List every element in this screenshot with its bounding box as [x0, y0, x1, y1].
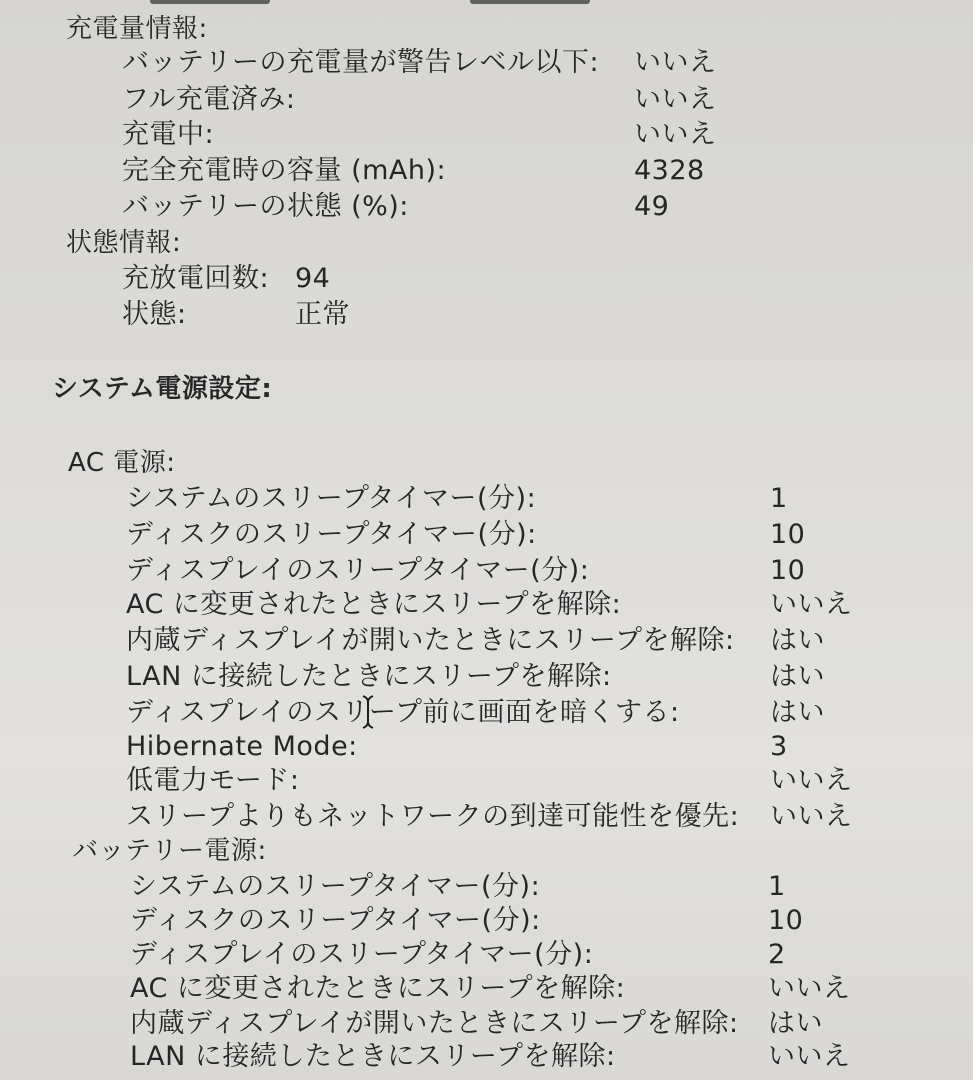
ac-label-dim-display: ディスプレイのスリープ前に画面を暗くする: — [126, 697, 680, 728]
ac-value-wake-on-lan: はい — [770, 661, 825, 692]
ac-label-system-sleep: システムのスリープタイマー(分): — [126, 483, 537, 514]
battery-label-display-sleep: ディスプレイのスリープタイマー(分): — [130, 939, 594, 970]
ac-value-disk-sleep: 10 — [770, 519, 806, 550]
battery-value-wake-on-lan: いいえ — [768, 1041, 851, 1072]
ac-label-wake-on-ac: AC に変更されたときにスリープを解除: — [126, 589, 622, 620]
health-info-value-cycles: 94 — [295, 263, 331, 294]
charge-info-value-charging: いいえ — [634, 119, 717, 150]
text-cursor-icon — [361, 694, 375, 730]
charge-info-value-full: いいえ — [634, 84, 717, 115]
ac-value-wake-on-ac: いいえ — [770, 589, 853, 620]
ac-value-hibernate-mode: 3 — [770, 731, 788, 762]
ac-label-low-power-mode: 低電力モード: — [126, 765, 300, 796]
ac-label-display-sleep: ディスプレイのスリープタイマー(分): — [126, 555, 590, 586]
battery-value-disk-sleep: 10 — [768, 905, 804, 936]
ac-value-wake-on-lid: はい — [770, 625, 825, 656]
charge-info-label-health: バッテリーの状態 (%): — [122, 191, 409, 222]
battery-label-wake-on-lan: LAN に接続したときにスリープを解除: — [130, 1041, 616, 1072]
ac-label-wake-on-lan: LAN に接続したときにスリープを解除: — [126, 661, 612, 692]
battery-value-wake-on-ac: いいえ — [768, 973, 851, 1004]
health-info-label-cycles: 充放電回数: — [122, 263, 270, 294]
charge-info-label-full: フル充電済み: — [122, 84, 296, 115]
battery-label-system-sleep: システムのスリープタイマー(分): — [130, 871, 541, 902]
battery-value-wake-on-lid: はい — [768, 1008, 823, 1039]
ac-label-disk-sleep: ディスクのスリープタイマー(分): — [126, 519, 537, 550]
battery-value-display-sleep: 2 — [768, 939, 786, 970]
ac-label-hibernate-mode: Hibernate Mode: — [126, 731, 358, 762]
charge-info-heading: 充電量情報: — [66, 14, 208, 44]
charge-info-value-health: 49 — [634, 191, 670, 222]
charge-info-value-capacity: 4328 — [634, 155, 705, 186]
ac-value-network-priority: いいえ — [770, 801, 853, 832]
battery-label-wake-on-ac: AC に変更されたときにスリープを解除: — [130, 973, 626, 1004]
ac-value-dim-display: はい — [770, 697, 825, 728]
battery-value-system-sleep: 1 — [768, 871, 786, 902]
cut-off-text-fragment — [470, 0, 590, 4]
ac-label-wake-on-lid: 内蔵ディスプレイが開いたときにスリープを解除: — [126, 625, 735, 656]
battery-label-wake-on-lid: 内蔵ディスプレイが開いたときにスリープを解除: — [130, 1008, 739, 1039]
ac-value-system-sleep: 1 — [770, 483, 788, 514]
battery-label-disk-sleep: ディスクのスリープタイマー(分): — [130, 905, 541, 936]
charge-info-value-warning: いいえ — [634, 47, 717, 78]
system-power-heading: システム電源設定: — [52, 374, 273, 404]
health-info-heading: 状態情報: — [66, 228, 182, 258]
charge-info-label-capacity: 完全充電時の容量 (mAh): — [122, 155, 447, 186]
ac-value-low-power-mode: いいえ — [770, 765, 853, 796]
charge-info-label-warning: バッテリーの充電量が警告レベル以下: — [122, 47, 600, 78]
charge-info-label-charging: 充電中: — [122, 119, 215, 150]
health-info-label-condition: 状態: — [122, 299, 187, 330]
battery-power-heading: バッテリー電源: — [72, 836, 267, 866]
ac-power-heading: AC 電源: — [68, 448, 176, 478]
ac-label-network-priority: スリープよりもネットワークの到達可能性を優先: — [126, 801, 740, 832]
health-info-value-condition: 正常 — [295, 299, 350, 330]
cut-off-text-fragment — [150, 0, 270, 4]
ac-value-display-sleep: 10 — [770, 555, 806, 586]
